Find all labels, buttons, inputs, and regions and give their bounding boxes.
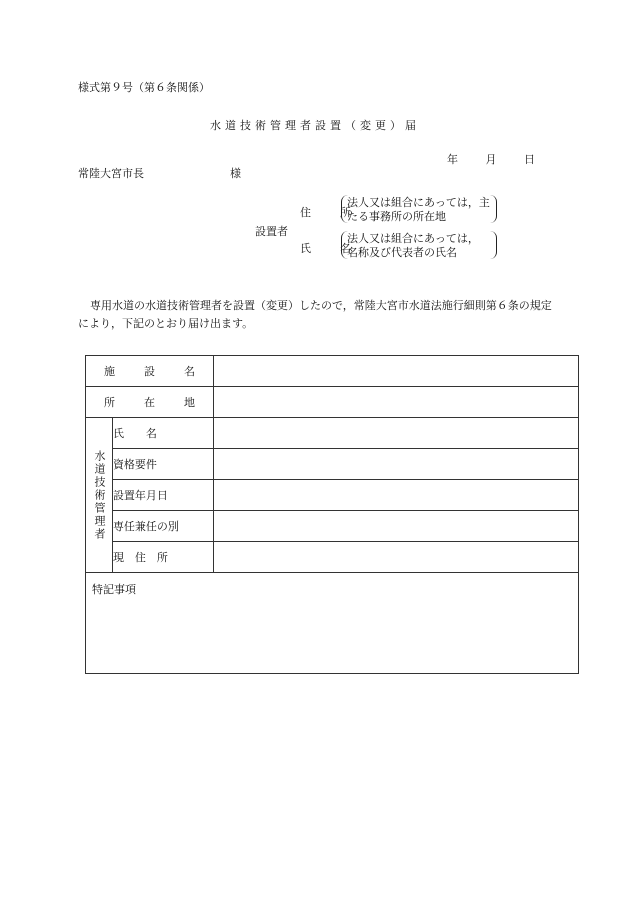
facility-name-field[interactable] <box>213 356 578 387</box>
location-label: 所 在 地 <box>86 387 214 418</box>
table-row <box>86 573 579 674</box>
table-row <box>86 356 579 387</box>
fulltime-parttime-field[interactable] <box>213 511 578 542</box>
installation-date-label: 設置年月日 <box>112 480 213 511</box>
fulltime-parttime-label: 専任兼任の別 <box>112 511 213 542</box>
facility-name-label: 施 設 名 <box>86 356 214 387</box>
table-row <box>86 511 579 542</box>
table-row <box>86 480 579 511</box>
form-table <box>85 355 579 674</box>
current-address-field[interactable] <box>213 542 578 573</box>
table-row <box>86 542 579 573</box>
name-note-line-2: 名称及び代表者の氏名 <box>347 246 457 259</box>
address-label: 住 所 <box>300 206 360 219</box>
body-text: 専用水道の水道技術管理者を設置（変更）したので，常陸大宮市水道法施行細則第６条の規定により，下記のとおり届け出ます。 <box>78 299 552 330</box>
table-row <box>86 387 579 418</box>
table-row <box>86 449 579 480</box>
special-notes-field[interactable] <box>86 573 579 674</box>
special-notes-label: 特記事項 <box>92 583 136 596</box>
recipient-name: 常陸大宮市長 <box>78 167 144 180</box>
current-address-label: 現 住 所 <box>112 542 213 573</box>
date-line <box>447 151 535 167</box>
table-row <box>86 418 579 449</box>
date-month: 月 <box>485 153 497 166</box>
installation-date-field[interactable] <box>213 480 578 511</box>
date-day: 日 <box>524 153 535 166</box>
name-label: 氏 名 <box>300 242 360 255</box>
manager-name-field[interactable] <box>213 418 578 449</box>
address-note-line-2: たる事務所の所在地 <box>347 210 446 223</box>
qualification-label: 資格要件 <box>112 449 213 480</box>
address-note <box>341 195 497 223</box>
manager-name-label: 氏 名 <box>112 418 213 449</box>
applicant-block <box>255 192 505 264</box>
date-year: 年 <box>447 153 458 166</box>
form-number: 様式第９号（第６条関係） <box>78 81 210 94</box>
name-note-line-1: 法人又は組合にあっては， <box>347 232 479 245</box>
location-field[interactable] <box>213 387 578 418</box>
form-title: 水道技術管理者設置（変更）届 <box>210 119 420 132</box>
qualification-field[interactable] <box>213 449 578 480</box>
name-note <box>341 231 497 259</box>
applicant-label: 設置者 <box>255 225 288 238</box>
manager-group-label: 水道技術管理者 <box>86 418 113 573</box>
recipient-suffix: 様 <box>230 167 241 180</box>
address-note-line-1: 法人又は組合にあっては，主 <box>347 196 490 209</box>
